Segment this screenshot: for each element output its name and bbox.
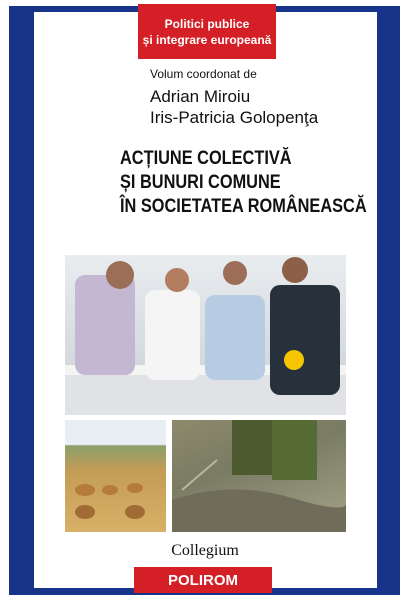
book-title [120, 147, 367, 219]
author-2: Iris-Patricia Golopenţa [150, 108, 319, 127]
title-line-3: ÎN SOCIETATEA ROMÂNEASCĂ [120, 196, 367, 217]
publisher-badge: POLIROM [134, 567, 272, 593]
title-line-2: ȘI BUNURI COMUNE [120, 172, 281, 193]
author-1: Adrian Miroiu [150, 87, 251, 106]
hay-bales-photo [65, 420, 166, 532]
series-line-2: și integrare europeană [142, 32, 272, 47]
fishermen-photo [172, 420, 346, 532]
series-line-1: Politici publice [164, 16, 250, 31]
imprint-logo: Collegium [171, 542, 239, 559]
title-line-1: ACȚIUNE COLECTIVĂ [120, 148, 292, 169]
team-meeting-photo [65, 255, 346, 415]
coordination-label: Volum coordonat de [150, 67, 257, 81]
series-badge [138, 4, 276, 59]
